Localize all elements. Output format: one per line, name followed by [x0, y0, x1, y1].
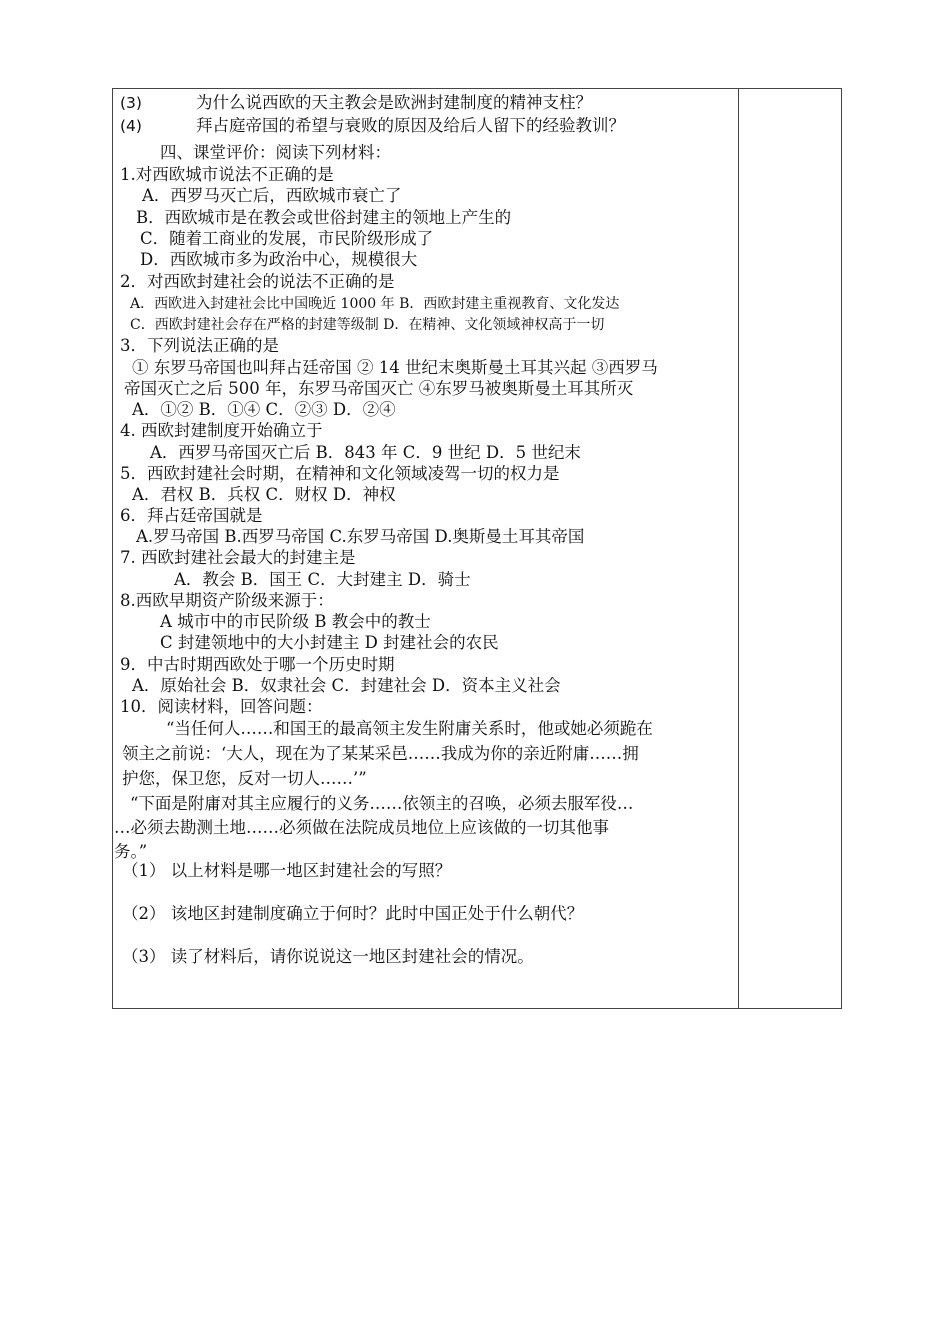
quote-2-line-3: 务。”: [114, 842, 148, 861]
q10-stem: 10．阅读材料，回答问题：: [120, 697, 323, 716]
q10-subquestion-1: （1） 以上材料是哪一地区封建社会的写照？: [122, 861, 452, 880]
column-divider: [738, 88, 739, 1009]
question-text: 为什么说西欧的天主教会是欧洲封建制度的精神支柱？: [195, 93, 592, 112]
q2-stem: 2．对西欧封建社会的说法不正确的是: [120, 272, 395, 291]
q9-stem: 9．中古时期西欧处于哪一个历史时期: [120, 655, 395, 674]
question-number: (4): [120, 117, 142, 135]
q5-options: A．君权 B．兵权 C．财权 D．神权: [132, 485, 396, 504]
q8-options-ab: A 城市中的市民阶级 B 教会中的教士: [160, 612, 431, 631]
quote-1-line-2: 领主之前说：‘大人，现在为了某某采邑……我成为你的亲近附庸……拥: [122, 744, 639, 763]
quote-1-line-1: “当任何人……和国王的最高领主发生附庸关系时，他或她必须跪在: [166, 719, 653, 738]
q2-options-ab: A．西欧进入封建社会比中国晚近 1000 年 B．西欧封建主重视教育、文化发达: [130, 296, 620, 312]
q9-options: A．原始社会 B．奴隶社会 C．封建社会 D．资本主义社会: [132, 676, 561, 695]
q7-stem: 7. 西欧封建社会最大的封建主是: [120, 548, 356, 567]
q1-option-d: D．西欧城市多为政治中心，规模很大: [140, 250, 418, 269]
q5-stem: 5．西欧封建社会时期，在精神和文化领域凌驾一切的权力是: [120, 464, 560, 483]
q6-stem: 6．拜占廷帝国就是: [120, 506, 263, 525]
q2-options-cd: C．西欧封建社会存在严格的封建等级制 D．在精神、文化领域神权高于一切: [130, 317, 605, 333]
question-number: (3): [120, 94, 142, 112]
q4-options: A．西罗马帝国灭亡后 B．843 年 C．9 世纪 D．5 世纪末: [150, 443, 581, 462]
q1-stem: 1.对西欧城市说法不正确的是: [120, 165, 334, 184]
q10-subquestion-2: （2） 该地区封建制度确立于何时？此时中国正处于什么朝代？: [122, 904, 584, 923]
question-3-row: [120, 93, 592, 113]
q4-stem: 4. 西欧封建制度开始确立于: [120, 421, 323, 440]
q1-option-c: C．随着工商业的发展，市民阶级形成了: [140, 229, 434, 248]
q8-stem: 8.西欧早期资产阶级来源于：: [120, 591, 334, 610]
quote-2-line-2: …必须去勘测土地……必须做在法院成员地位上应该做的一切其他事: [114, 818, 609, 837]
quote-2-line-1: “下面是附庸对其主应履行的义务……依领主的召唤，必须去服军役…: [130, 794, 634, 813]
q3-stem: 3．下列说法正确的是: [120, 336, 279, 355]
q7-options: A．教会 B．国王 C．大封建主 D．骑士: [174, 570, 471, 589]
q1-option-b: B．西欧城市是在教会或世俗封建主的领地上产生的: [136, 208, 512, 227]
q3-statements-line2: 帝国灭亡之后 500 年，东罗马帝国灭亡 ④东罗马被奥斯曼土耳其所灭: [124, 379, 634, 398]
q8-options-cd: C 封建领地中的大小封建主 D 封建社会的农民: [160, 633, 499, 652]
question-text: 拜占庭帝国的希望与衰败的原因及给后人留下的经验教训？: [195, 116, 625, 135]
q3-statements-line1: ① 东罗马帝国也叫拜占廷帝国 ② 14 世纪末奥斯曼土耳其兴起 ③西罗马: [132, 358, 658, 377]
quote-1-line-3: 护您，保卫您，反对一切人……’”: [122, 769, 367, 788]
question-4-row: [120, 116, 625, 136]
section-title: 四、课堂评价：阅读下列材料：: [160, 143, 391, 162]
q10-subquestion-3: （3） 读了材料后，请你说说这一地区封建社会的情况。: [122, 947, 534, 966]
q1-option-a: A．西罗马灭亡后，西欧城市衰亡了: [142, 186, 402, 205]
q6-options: A.罗马帝国 B.西罗马帝国 C.东罗马帝国 D.奥斯曼土耳其帝国: [136, 527, 585, 546]
q3-options: A．①② B．①④ C．②③ D．②④: [132, 400, 396, 419]
